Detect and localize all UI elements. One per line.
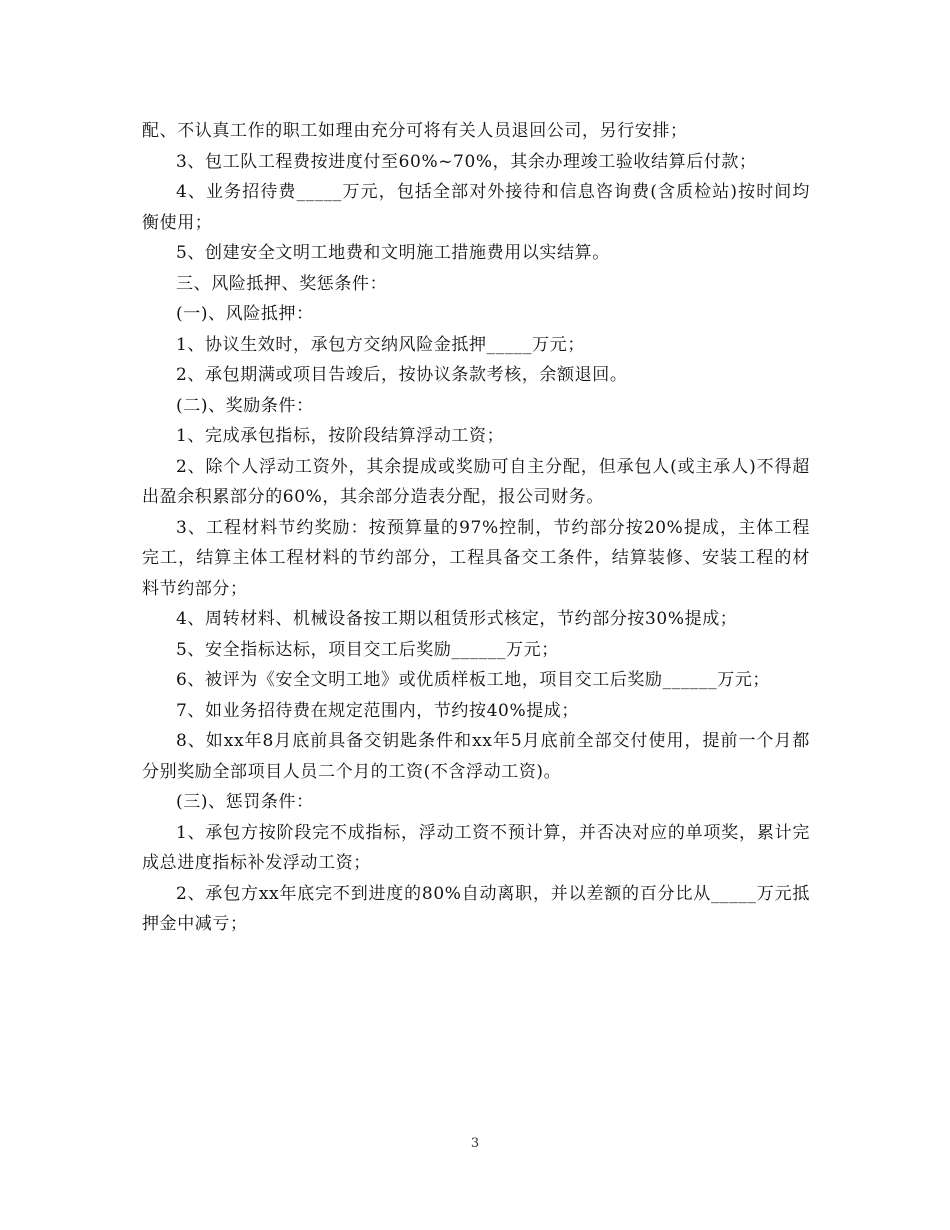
subsection-heading: (三)、惩罚条件：: [176, 792, 314, 812]
paragraph: 配、不认真工作的职工如理由充分可将有关人员退回公司，另行安排；: [142, 121, 688, 141]
paragraph: 2、承包期满或项目告竣后，按协议条款考核，余额退回。: [176, 365, 628, 385]
page-number: 3: [470, 1136, 480, 1151]
paragraph: 4、业务招待费_____万元，包括全部对外接待和信息咨询费(含质检站)按时间均衡使用；: [142, 182, 810, 233]
paragraph: 2、除个人浮动工资外，其余提成或奖励可自主分配，但承包人(或主承人)不得超出盈余积累部分的60%，其余部分造表分配，报公司财务。: [142, 456, 810, 507]
paragraph: 1、完成承包指标，按阶段结算浮动工资；: [176, 426, 505, 446]
paragraph: 1、承包方按阶段完不成指标，浮动工资不预计算，并否决对应的单项奖，累计完成总进度指标补发浮动工资；: [142, 822, 810, 873]
subsection-heading: (二)、奖励条件：: [176, 395, 314, 416]
subsection-heading: (一)、风险抵押：: [176, 304, 314, 324]
paragraph: 3、工程材料节约奖励：按预算量的97%控制，节约部分按20%提成，主体工程完工，结算主体工程材料的节约部分，工程具备交工条件，结算装修、安装工程的材料节约部分；: [142, 517, 810, 599]
paragraph: 7、如业务招待费在规定范围内，节约按40%提成；: [176, 700, 579, 721]
paragraph: 2、承包方xx年底完不到进度的80%自动离职，并以差额的百分比从_____万元抵押金中减亏；: [142, 883, 810, 934]
document-body: [142, 116, 810, 940]
paragraph: 6、被评为《安全文明工地》或优质样板工地，项目交工后奖励______万元；: [176, 670, 771, 690]
paragraph: 5、安全指标达标，项目交工后奖励______万元；: [176, 639, 559, 660]
paragraph: 3、包工队工程费按进度付至60%~70%，其余办理竣工验收结算后付款；: [176, 151, 757, 172]
paragraph: 5、创建安全文明工地费和文明施工措施费用以实结算。: [176, 243, 610, 263]
paragraph: 1、协议生效时，承包方交纳风险金抵押_____万元；: [176, 334, 585, 355]
section-heading: 三、风险抵押、奖惩条件：: [176, 273, 388, 294]
paragraph: 4、周转材料、机械设备按工期以租赁形式核定，节约部分按30%提成；: [176, 609, 738, 629]
paragraph: 8、如xx年8月底前具备交钥匙条件和xx年5月底前全部交付使用，提前一个月都分别奖励全部项目人员二个月的工资(不含浮动工资)。: [142, 731, 810, 782]
